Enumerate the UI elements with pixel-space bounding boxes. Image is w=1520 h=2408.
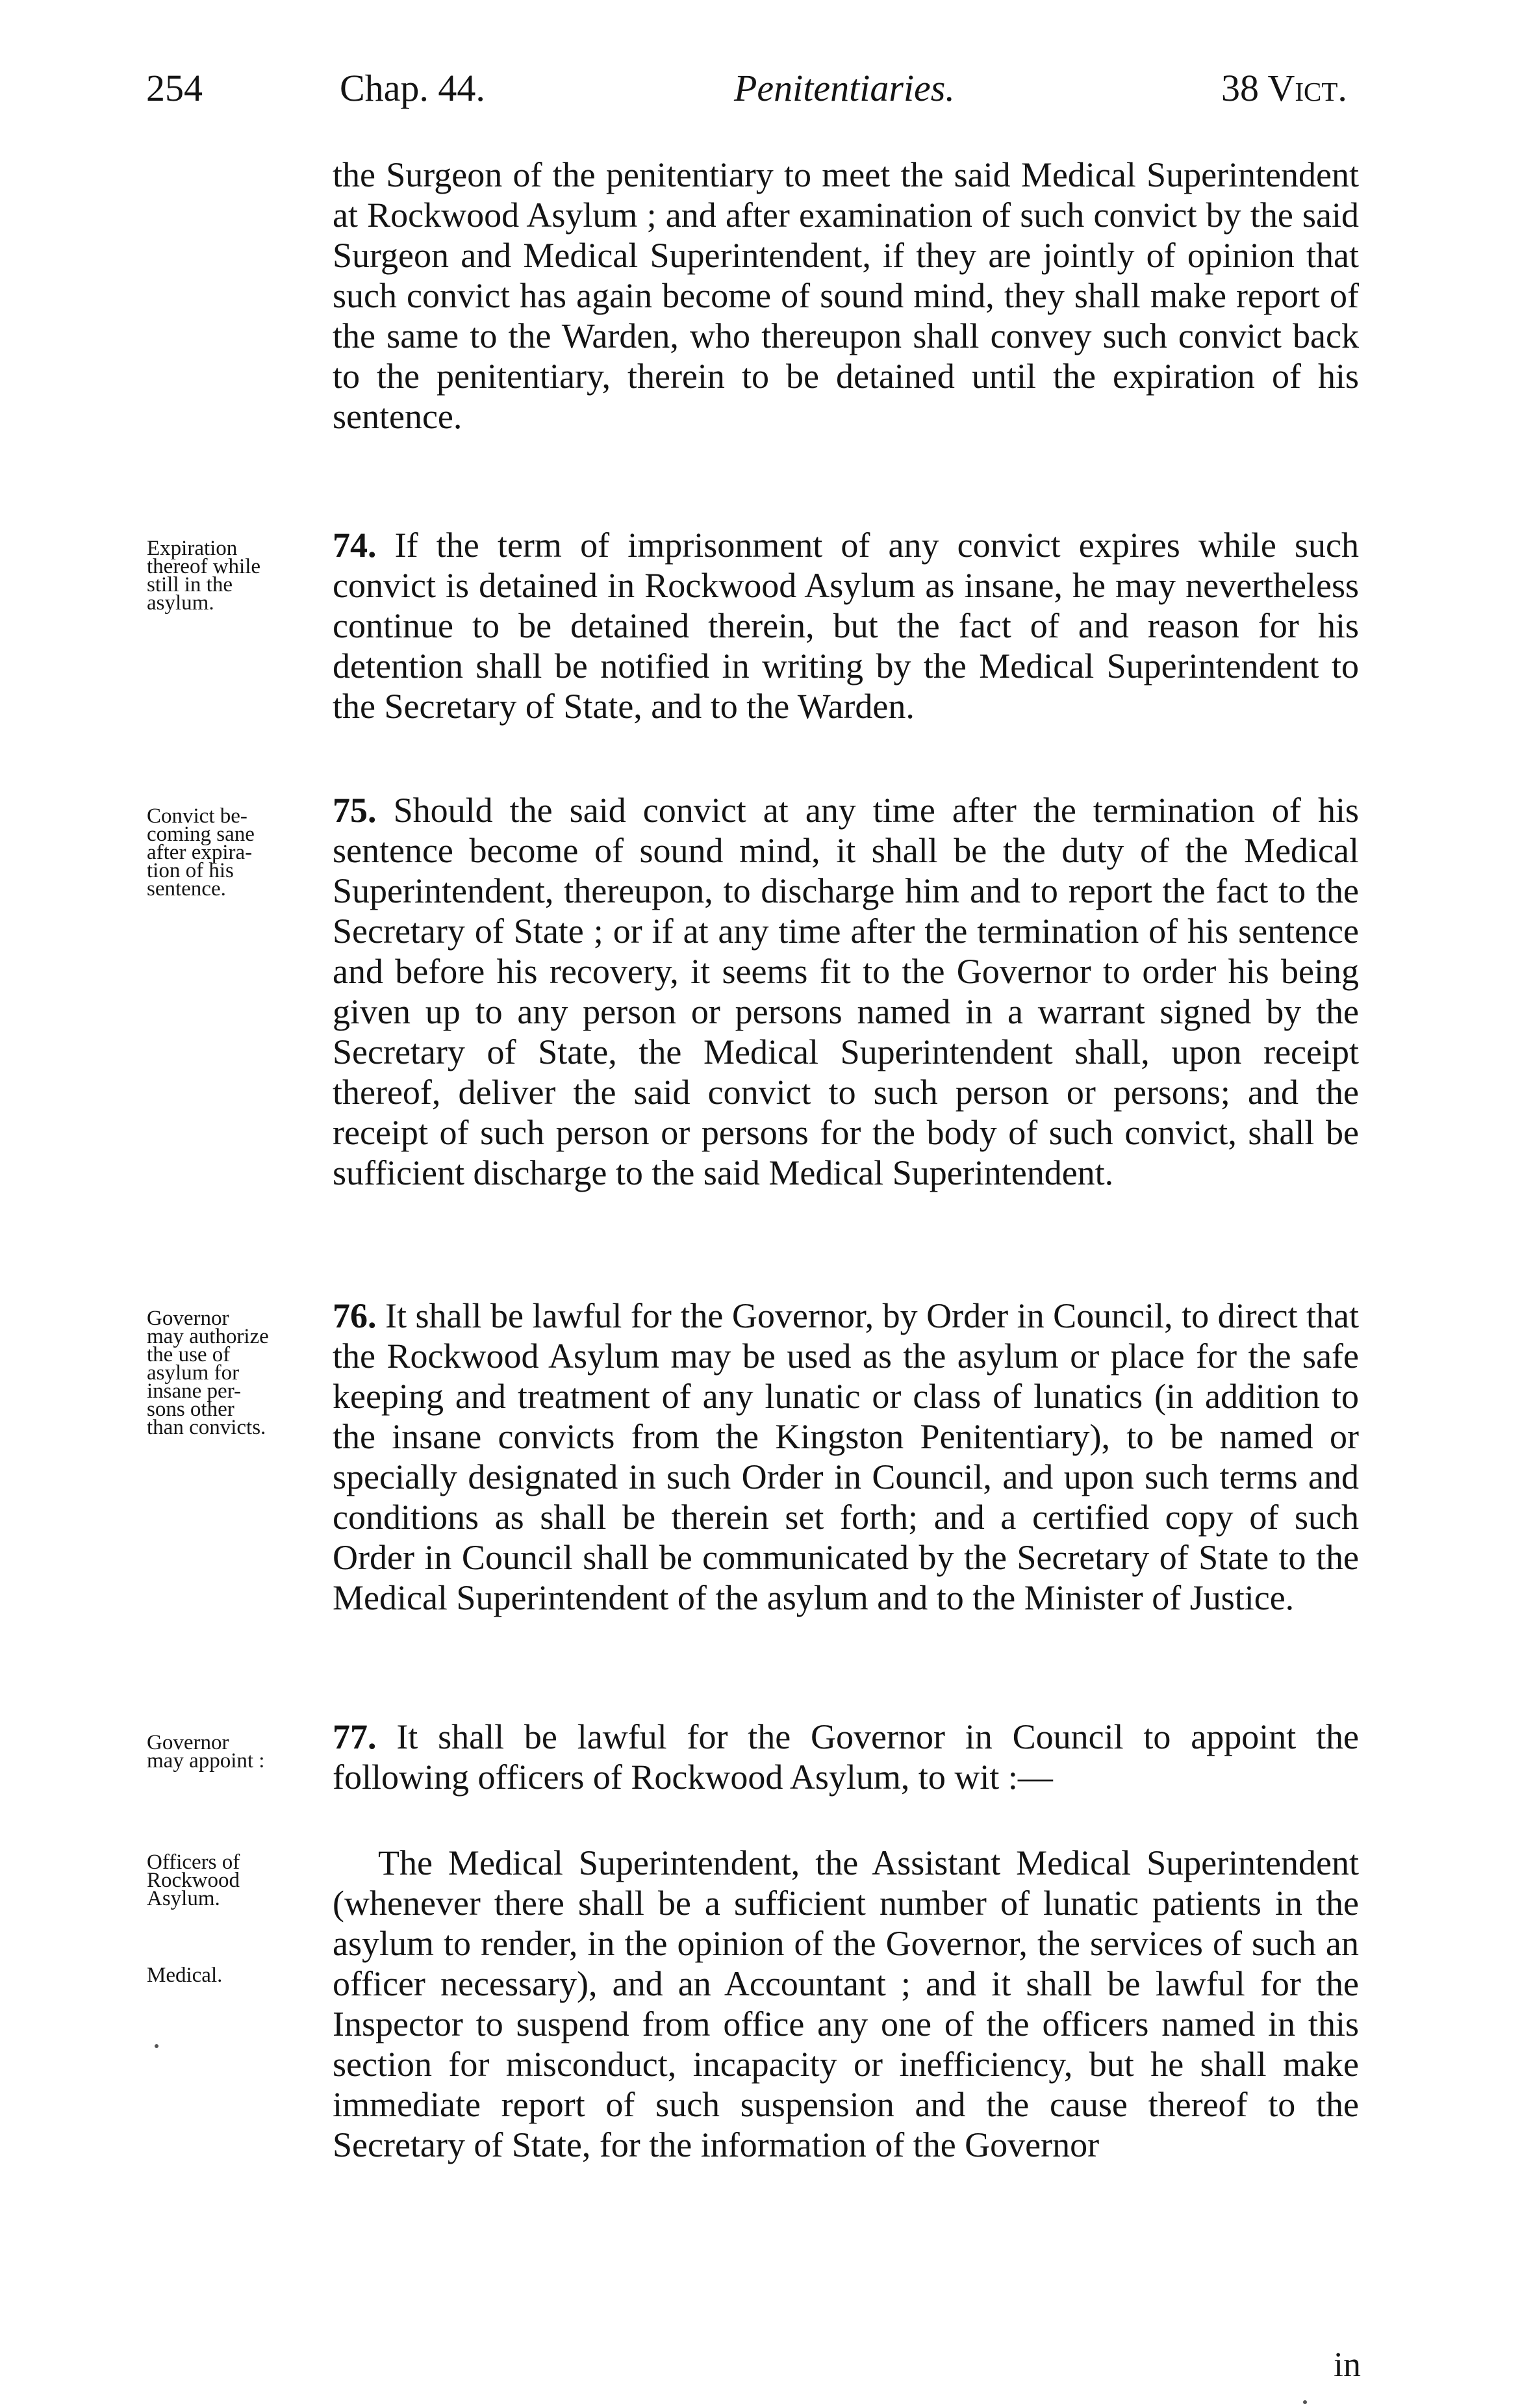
section-75-text: Should the said convict at any time after the termination of his sentence become of sound mind, it shall be the duty of the Medical Superintendent, thereupon, to discharge him and to report the fact to the Secretary of State ; or if at any time after the termination of his sentence and before his recovery, it seems fit to the Governor to order his being given up to any person or persons named in a warrant signed by the Secretary of State, the Medical Superintendent shall, upon receipt thereof, deliver the said convict to such person or persons; and the receipt of such person or persons for the body of such convict, shall be sufficient discharge to the said Medical Superintendent. — [333, 791, 1360, 1192]
margin-note-74 — [147, 537, 329, 615]
section-76-text: It shall be lawful for the Governor, by Order in Council, to direct that the Rockwood Asylum may be used as the asylum or place for the safe keeping and treatment of any lunatic or class of lunatics (in addition to the insane convicts from the Kingston Penitentiary), to be named or specially designated in such Order in Council, and upon such terms and conditions as shall be therein set forth; and a certified copy of such Order in Council shall be communicated by the Secretary of State to the Medical Superintendent of the asylum and to the Minister of Justice. — [333, 1296, 1360, 1617]
section-77-number: 77. — [333, 1717, 377, 1756]
margin-note-officers — [147, 1853, 329, 1908]
section-77-text: It shall be lawful for the Governor in Council to appoint the following officers of Rockwood Asylum, to wit :— — [333, 1717, 1360, 1797]
margin-note-line: asylum for — [147, 1361, 240, 1385]
section-75 — [333, 790, 1359, 1193]
margin-note-line: sons other — [147, 1398, 234, 1421]
margin-note-line: Asylum. — [147, 1887, 220, 1910]
margin-note-line: thereof while — [147, 555, 261, 578]
section-75-number: 75. — [333, 791, 377, 830]
margin-note-line: may appoint : — [147, 1749, 265, 1773]
page-number: 254 — [146, 67, 203, 109]
margin-note-line: insane per- — [147, 1379, 242, 1403]
ink-speck — [155, 2044, 158, 2048]
margin-note-75 — [147, 804, 329, 901]
regnal-year: 38 Vict. — [1221, 67, 1347, 109]
section-76-number: 76. — [333, 1296, 377, 1335]
margin-note-line: still in the — [147, 573, 233, 596]
margin-note-line: Medical. — [147, 1964, 223, 1987]
margin-note-line: coming sane — [147, 823, 255, 846]
margin-note-line: after expira- — [147, 841, 253, 864]
margin-note-line: Convict be- — [147, 804, 247, 828]
chapter-label: Chap. 44. — [340, 67, 485, 109]
section-74-number: 74. — [333, 526, 377, 565]
margin-note-line: tion of his — [147, 859, 234, 882]
margin-note-76 — [147, 1309, 329, 1437]
margin-note-line: Governor — [147, 1307, 229, 1330]
section-74 — [333, 525, 1359, 726]
margin-note-line: Expiration — [147, 537, 238, 560]
running-title: Penitentiaries. — [734, 67, 955, 109]
margin-note-line: Rockwood — [147, 1869, 240, 1892]
margin-note-line: than convicts. — [147, 1416, 266, 1439]
ink-speck — [1303, 2400, 1307, 2404]
officers-text: The Medical Superintendent, the Assistant Medical Superintendent (whenever there shall be a sufficient number of lunatic patients in the asylum to render, in the opinion of the Governor, the services of such an officer necessary), and an Accountant ; and it shall be lawful for the Inspector to suspend from office any one of the officers named in this section for misconduct, incapacity or inefficiency, but he shall make immediate report of such suspension and the cause thereof to the Secretary of State, for the information of the Governor — [333, 1843, 1359, 2164]
margin-note-line: the use of — [147, 1343, 231, 1366]
margin-note-77 — [147, 1731, 329, 1773]
section-74-text: If the term of imprisonment of any convict expires while such convict is detained in Rockwood Asylum as insane, he may nevertheless continue to be detained therein, but the fact of and reason for his detention shall be notified in writing by the Medical Superintendent to the Secretary of State, and to the Warden. — [333, 526, 1359, 726]
margin-note-line: sentence. — [147, 877, 226, 901]
page-continuation: in — [1333, 2345, 1361, 2384]
section-76 — [333, 1296, 1359, 1618]
margin-note-line: Governor — [147, 1731, 229, 1754]
section-73-continuation — [333, 155, 1359, 437]
section-77 — [333, 1717, 1359, 1797]
officers-paragraph — [333, 1843, 1359, 2165]
margin-note-line: may authorize — [147, 1325, 269, 1348]
margin-note-line: Officers of — [147, 1851, 240, 1874]
section-73-text: the Surgeon of the penitentiary to meet the said Medical Superintendent at Rockwood Asylum ; and after examination of such convict by the said Surgeon and Medical Superintendent, if they are jointly of opinion that such convict has again become of sound mind, they shall make report of the same to the Warden, who thereupon shall convey such convict back to the penitentiary, therein to be detained until the expiration of his sentence. — [333, 155, 1359, 436]
margin-note-medical — [147, 1964, 329, 1987]
margin-note-line: asylum. — [147, 591, 214, 615]
